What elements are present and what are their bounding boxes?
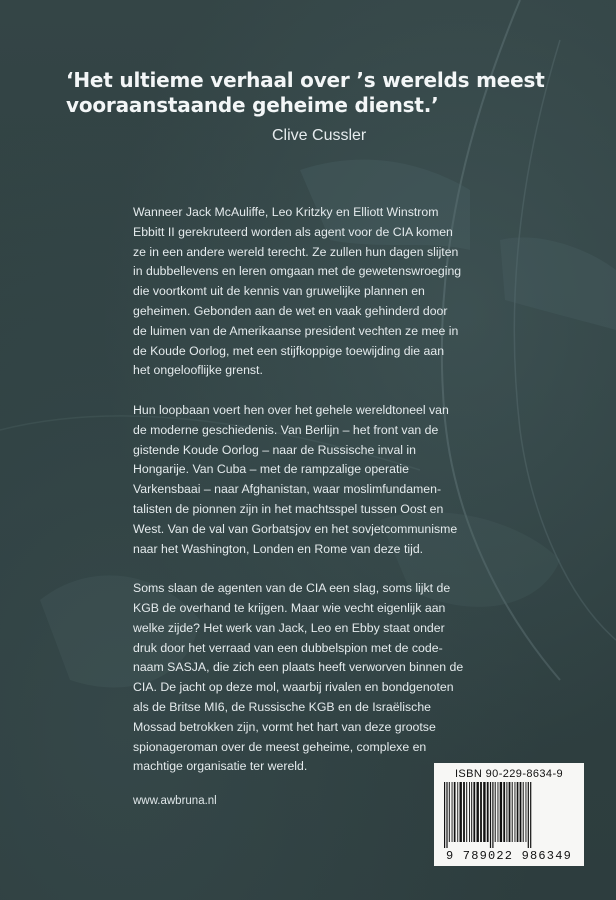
text-line: Varkensbaai – naar Afghanistan, waar moslimfundamen- [133, 482, 442, 497]
text-line: gistende Koude Oorlog – naar de Russische inval in [133, 442, 417, 457]
barcode-bar [469, 782, 470, 842]
text-line: de luimen van de Amerikaanse president vechten ze mee in [133, 323, 459, 338]
barcode-bar [523, 782, 524, 842]
barcode-bar [512, 782, 513, 842]
text-line: talisten de pionnen zijn in het machtsspel tussen Oost en [133, 501, 444, 516]
barcode-bar [530, 782, 531, 848]
barcode-bar [500, 782, 502, 842]
barcode-bar [515, 782, 516, 842]
barcode-bar [477, 782, 479, 842]
barcode-bar [509, 782, 511, 842]
description-paragraph-3 [133, 579, 563, 777]
quote-attribution: Clive Cussler [272, 127, 367, 144]
barcode-bar [503, 782, 505, 842]
barcode-bar [471, 782, 472, 842]
barcode-bar [506, 782, 507, 842]
barcode-digits: 9 789022 986349 [445, 849, 573, 863]
barcode-bar [473, 782, 475, 842]
book-description [133, 203, 563, 797]
barcode-bar [480, 782, 482, 842]
text-line: Hun loopbaan voert hen over het gehele wereldtoneel van [133, 402, 449, 417]
description-paragraph-1 [133, 203, 563, 381]
text-line: West. Van de val van Gorbatsjov en het sovjetcommunisme [133, 521, 458, 536]
barcode-bar [492, 782, 493, 848]
barcode-bar [446, 782, 447, 848]
barcode-bar [463, 782, 465, 842]
barcode-bar [449, 782, 450, 842]
barcode-bar [454, 782, 456, 842]
barcode-bar [444, 782, 445, 848]
isbn-barcode [434, 763, 584, 866]
endorsement-quote [66, 68, 566, 118]
quote-line: vooraanstaande geheime dienst.’ [66, 93, 439, 117]
barcode-bars [442, 782, 576, 848]
barcode-bar [517, 782, 519, 842]
text-line: CIA. De jacht op deze mol, waarbij rivalen en bondgenoten [133, 680, 454, 695]
text-line: Ebbitt II gerekruteerd worden als agent voor de CIA komen [133, 224, 453, 239]
barcode-bar [483, 782, 485, 842]
text-line: Mossad betrokken zijn, vormt het hart van deze grootse [133, 719, 436, 734]
text-line: welke zijde? Het werk van Jack, Leo en Ebby staat onder [133, 620, 445, 635]
isbn-label: ISBN 90-229-8634-9 [454, 768, 564, 780]
text-line: in dubbellevens en leren omgaan met de gewetenswroeging [133, 264, 462, 279]
text-line: als de Britse MI6, de Russische KGB en de Israëlische [133, 699, 431, 714]
text-line: spionageroman over de meest geheime, complexe en [133, 739, 427, 754]
barcode-bar [457, 782, 458, 842]
barcode-bar [498, 782, 499, 842]
text-line: Hongarije. Van Cuba – met de rampzalige operatie [133, 462, 409, 477]
text-line: Soms slaan de agenten van de CIA een slag, soms lijkt de [133, 581, 451, 596]
barcode-bar [495, 782, 496, 842]
barcode-bar [526, 782, 527, 842]
text-line: die voortkomt uit de kennis van gruwelijke plannen en [133, 284, 425, 299]
barcode-bar [452, 782, 453, 842]
barcode-bar [466, 782, 467, 842]
text-line: het ongelooflijke grenst. [133, 363, 263, 378]
publisher-website: www.awbruna.nl [133, 795, 217, 807]
text-line: naam SASJA, die zich een plaats heeft verworven binnen de [133, 660, 464, 675]
barcode-bar [460, 782, 462, 842]
text-line: de moderne geschiedenis. Van Berlijn – het front van de [133, 422, 439, 437]
text-line: druk door het verraad van een dubbelspion met de code- [133, 640, 443, 655]
text-line: KGB de overhand te krijgen. Maar wie vecht eigenlijk aan [133, 600, 446, 615]
text-line: geheimen. Gebonden aan de wet en vaak gehinderd door [133, 303, 448, 318]
barcode-bar [520, 782, 522, 842]
text-line: Wanneer Jack McAuliffe, Leo Kritzky en Elliott Winstrom [133, 205, 439, 219]
barcode-bar [528, 782, 529, 848]
text-line: machtige organisatie ter wereld. [133, 759, 308, 774]
description-paragraph-2 [133, 401, 563, 559]
barcode-bar [490, 782, 491, 848]
text-line: ze in een andere wereld terecht. Ze zullen hun dagen slijten [133, 244, 459, 259]
barcode-bar [487, 782, 489, 842]
text-line: naar het Washington, Londen en Rome van deze tijd. [133, 541, 424, 556]
text-line: de Koude Oorlog, met een stijfkoppige toewijding die aan [133, 343, 445, 358]
quote-line: ‘Het ultieme verhaal over ’s werelds meest [66, 68, 545, 92]
